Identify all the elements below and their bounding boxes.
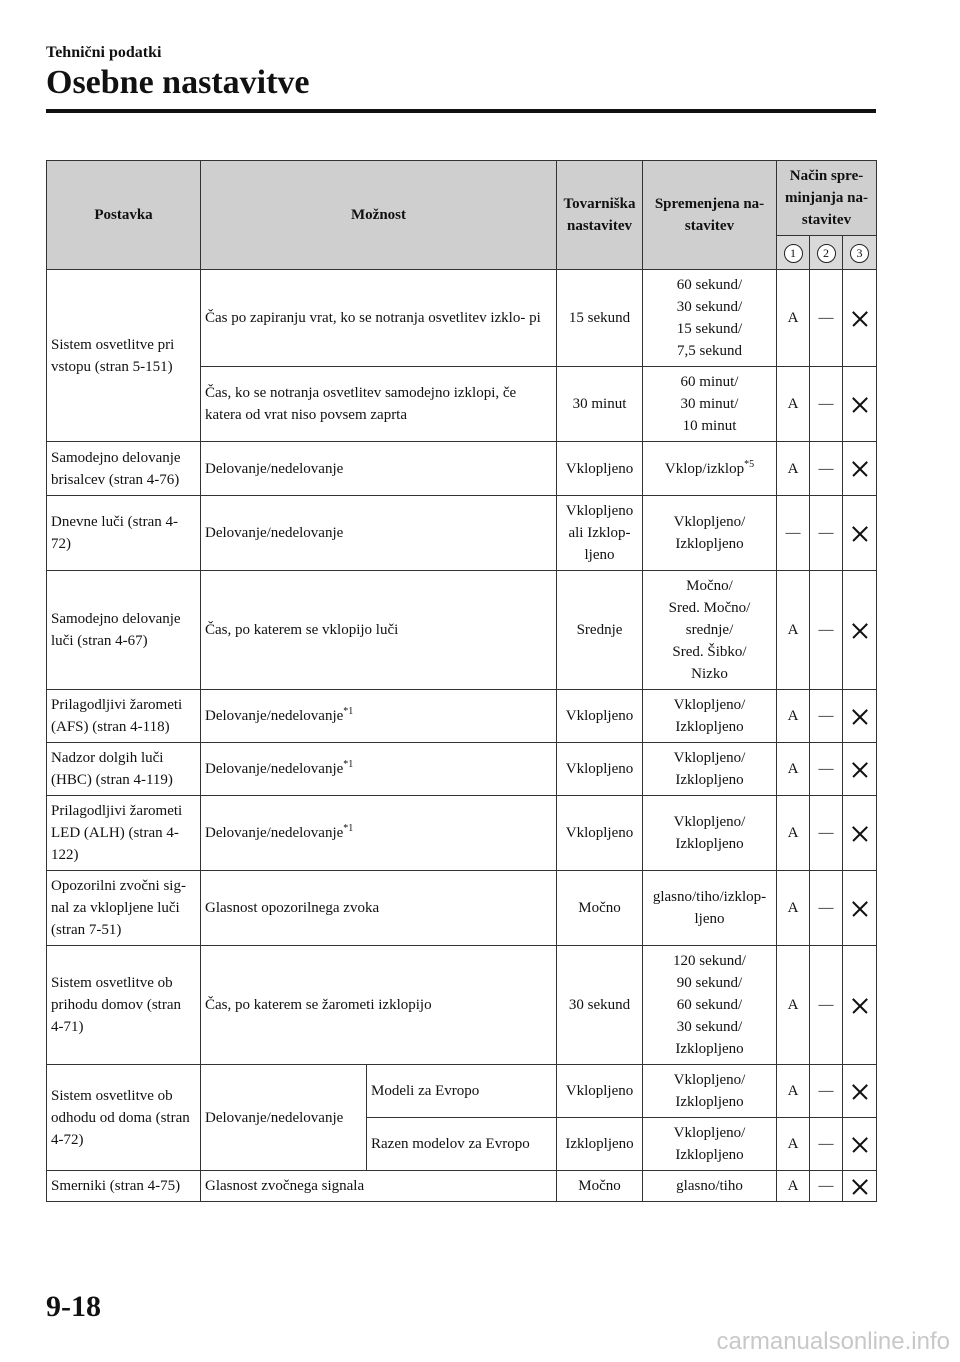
table-row	[47, 796, 877, 871]
method-3-cell	[843, 1171, 877, 1202]
cross-icon	[852, 397, 868, 413]
changed-line: 120 sekund/	[673, 953, 746, 969]
changed-cell	[643, 796, 777, 871]
method-3-cell	[843, 367, 877, 442]
factory-cell: 30 minut	[557, 367, 643, 442]
changed-cell	[643, 743, 777, 796]
item-cell: Samodejno delovanje brisalcev (stran 4-76)	[47, 442, 201, 496]
option-text: Delovanje/nedelovanje	[205, 825, 344, 841]
table-row	[47, 946, 877, 1065]
method-1-cell: A	[777, 367, 810, 442]
changed-text: Vklop/izklop	[664, 460, 745, 477]
changed-cell: glasno/tiho	[643, 1171, 777, 1202]
footnote-marker: *1	[343, 759, 354, 770]
method-3-cell	[843, 743, 877, 796]
header-method-1	[777, 236, 810, 270]
item-cell: Samodejno delovanje luči (stran 4-67)	[47, 571, 201, 690]
changed-cell	[643, 946, 777, 1065]
changed-line: 10 minut	[682, 418, 737, 434]
cross-icon	[852, 762, 868, 778]
changed-cell	[643, 690, 777, 743]
cross-icon	[852, 623, 868, 639]
method-3-cell	[843, 1118, 877, 1171]
factory-cell: Vklopljeno	[557, 743, 643, 796]
item-cell: Opozorilni zvočni sig- nal za vklopljene luči (stran 7-51)	[47, 871, 201, 946]
changed-cell	[643, 367, 777, 442]
method-2-cell: —	[810, 946, 843, 1065]
cross-icon	[852, 826, 868, 842]
header-method-2	[810, 236, 843, 270]
option-cell: Glasnost zvočnega signala	[201, 1171, 557, 1202]
method-3-cell	[843, 270, 877, 367]
item-cell: Sistem osvetlitve ob odhodu od doma (stran 4-72)	[47, 1065, 201, 1171]
changed-line: Izklopljeno	[675, 772, 744, 788]
changed-line: glasno/tiho/izklop-	[652, 889, 767, 905]
factory-cell: Močno	[557, 1171, 643, 1202]
option-cell: Čas, po katerem se vklopijo luči	[201, 571, 557, 690]
method-2-cell: —	[810, 690, 843, 743]
header-item: Postavka	[47, 161, 201, 270]
changed-cell	[643, 442, 777, 496]
item-cell: Dnevne luči (stran 4-72)	[47, 496, 201, 571]
method-1-cell: A	[777, 1065, 810, 1118]
changed-cell	[643, 270, 777, 367]
method-2-cell: —	[810, 796, 843, 871]
footnote-marker: *5	[744, 458, 755, 470]
option-cell	[201, 743, 557, 796]
page-number: 9-18	[46, 1290, 101, 1323]
header-factory: Tovarniška nastavitev	[557, 161, 643, 270]
method-2-cell: —	[810, 270, 843, 367]
footnote-marker: *1	[343, 706, 354, 717]
method-2-cell: —	[810, 442, 843, 496]
changed-line: 60 sekund/	[676, 997, 743, 1013]
method-1-cell: A	[777, 270, 810, 367]
changed-line: 15 sekund/	[676, 321, 743, 337]
method-1-cell: —	[777, 496, 810, 571]
option-cell: Čas, ko se notranja osvetlitev samodejno izklopi, če katera od vrat niso povsem zaprta	[201, 367, 557, 442]
item-cell: Sistem osvetlitve ob prihodu domov (stran 4-71)	[47, 946, 201, 1065]
changed-line: Nizko	[691, 666, 728, 682]
factory-cell: 30 sekund	[557, 946, 643, 1065]
method-2-cell: —	[810, 1171, 843, 1202]
table-row	[47, 496, 877, 571]
factory-cell: Srednje	[557, 571, 643, 690]
method-3-cell	[843, 496, 877, 571]
cross-icon	[852, 1179, 868, 1195]
method-3-cell	[843, 571, 877, 690]
circled-2-icon: 2	[817, 244, 836, 263]
method-1-cell: A	[777, 690, 810, 743]
table-row	[47, 270, 877, 367]
factory-cell: Vklopljeno	[557, 796, 643, 871]
method-2-cell: —	[810, 496, 843, 571]
cross-icon	[852, 901, 868, 917]
changed-line: Sred. Šibko/	[672, 644, 747, 660]
header-changed: Spremenjena na- stavitev	[643, 161, 777, 270]
cross-icon	[852, 526, 868, 542]
option-cell	[201, 690, 557, 743]
factory-cell: Vklopljeno ali Izklop- ljeno	[557, 496, 643, 571]
changed-line: 60 minut/	[680, 374, 739, 390]
method-2-cell: —	[810, 1065, 843, 1118]
factory-cell: 15 sekund	[557, 270, 643, 367]
table-row	[47, 690, 877, 743]
changed-line: Vklopljeno/	[673, 514, 746, 530]
method-3-cell	[843, 1065, 877, 1118]
option-cell: Glasnost opozorilnega zvoka	[201, 871, 557, 946]
option-cell: Delovanje/nedelovanje	[201, 442, 557, 496]
method-1-cell: A	[777, 796, 810, 871]
method-2-cell: —	[810, 871, 843, 946]
table-row	[47, 743, 877, 796]
method-1-cell: A	[777, 946, 810, 1065]
circled-1-icon: 1	[784, 244, 803, 263]
method-1-cell: A	[777, 1171, 810, 1202]
table-row	[47, 442, 877, 496]
factory-cell: Vklopljeno	[557, 1065, 643, 1118]
changed-line: Izklopljeno	[675, 536, 744, 552]
variant-cell: Modeli za Evropo	[367, 1065, 557, 1118]
option-cell: Delovanje/nedelovanje	[201, 1065, 367, 1171]
changed-line: Vklopljeno/	[673, 697, 746, 713]
method-2-cell: —	[810, 1118, 843, 1171]
method-1-cell: A	[777, 571, 810, 690]
changed-line: 90 sekund/	[676, 975, 743, 991]
method-1-cell: A	[777, 871, 810, 946]
method-3-cell	[843, 442, 877, 496]
table-row	[47, 1171, 877, 1202]
changed-line: 60 sekund/	[676, 277, 743, 293]
changed-line: 7,5 sekund	[677, 343, 742, 359]
changed-line: Sred. Močno/	[668, 600, 751, 616]
method-2-cell: —	[810, 571, 843, 690]
item-cell: Smerniki (stran 4-75)	[47, 1171, 201, 1202]
changed-line: Vklopljeno/	[673, 1125, 746, 1141]
changed-line: Vklopljeno/	[673, 814, 746, 830]
table-body	[47, 270, 877, 1202]
watermark: carmanualsonline.info	[716, 1328, 950, 1355]
footnote-marker: *1	[343, 823, 354, 834]
title-rule	[46, 109, 876, 113]
option-cell: Čas po zapiranju vrat, ko se notranja osvetlitev izklo- pi	[201, 270, 557, 367]
factory-cell: Vklopljeno	[557, 442, 643, 496]
changed-cell	[643, 571, 777, 690]
option-text: Delovanje/nedelovanje	[205, 708, 344, 724]
table-row	[47, 571, 877, 690]
changed-line: Izklopljeno	[675, 836, 744, 852]
changed-cell	[643, 1065, 777, 1118]
circled-3-icon: 3	[850, 244, 869, 263]
method-2-cell: —	[810, 367, 843, 442]
cross-icon	[852, 311, 868, 327]
method-3-cell	[843, 690, 877, 743]
method-1-cell: A	[777, 442, 810, 496]
cross-icon	[852, 709, 868, 725]
changed-cell	[643, 1118, 777, 1171]
item-cell: Prilagodljivi žarometi (AFS) (stran 4-118)	[47, 690, 201, 743]
item-cell: Nadzor dolgih luči (HBC) (stran 4-119)	[47, 743, 201, 796]
table-row	[47, 1065, 877, 1118]
header-method: Način spre- minjanja na- stavitev	[777, 161, 877, 236]
changed-line: srednje/	[685, 622, 734, 638]
option-cell: Čas, po katerem se žarometi izklopijo	[201, 946, 557, 1065]
changed-line: ljeno	[694, 911, 725, 927]
cross-icon	[852, 461, 868, 477]
method-1-cell: A	[777, 1118, 810, 1171]
changed-cell	[643, 871, 777, 946]
changed-line: 30 minut/	[680, 396, 739, 412]
header-method-3	[843, 236, 877, 270]
item-cell: Prilagodljivi žarometi LED (ALH) (stran 4-122)	[47, 796, 201, 871]
method-1-cell: A	[777, 743, 810, 796]
table-row	[47, 871, 877, 946]
factory-cell: Močno	[557, 871, 643, 946]
changed-line: Vklopljeno/	[673, 750, 746, 766]
method-2-cell: —	[810, 743, 843, 796]
cross-icon	[852, 1084, 868, 1100]
method-3-cell	[843, 796, 877, 871]
changed-line: 30 sekund/	[676, 299, 743, 315]
changed-line: Vklopljeno/	[673, 1072, 746, 1088]
settings-table	[46, 160, 877, 1202]
method-3-cell	[843, 871, 877, 946]
option-cell	[201, 796, 557, 871]
changed-line: Izklopljeno	[675, 719, 744, 735]
header-option: Možnost	[201, 161, 557, 270]
changed-line: Izklopljeno	[675, 1147, 744, 1163]
cross-icon	[852, 1137, 868, 1153]
changed-line: Izklopljeno	[675, 1041, 744, 1057]
option-cell: Delovanje/nedelovanje	[201, 496, 557, 571]
changed-cell	[643, 496, 777, 571]
section-label: Tehnični podatki	[46, 44, 162, 61]
option-text: Delovanje/nedelovanje	[205, 761, 344, 777]
method-3-cell	[843, 946, 877, 1065]
factory-cell: Izklopljeno	[557, 1118, 643, 1171]
item-cell: Sistem osvetlitve pri vstopu (stran 5-151)	[47, 270, 201, 442]
changed-line: Močno/	[686, 578, 733, 594]
cross-icon	[852, 998, 868, 1014]
changed-line: 30 sekund/	[676, 1019, 743, 1035]
factory-cell: Vklopljeno	[557, 690, 643, 743]
variant-cell: Razen modelov za Evropo	[367, 1118, 557, 1171]
changed-line: Izklopljeno	[675, 1094, 744, 1110]
page-title: Osebne nastavitve	[46, 64, 310, 101]
